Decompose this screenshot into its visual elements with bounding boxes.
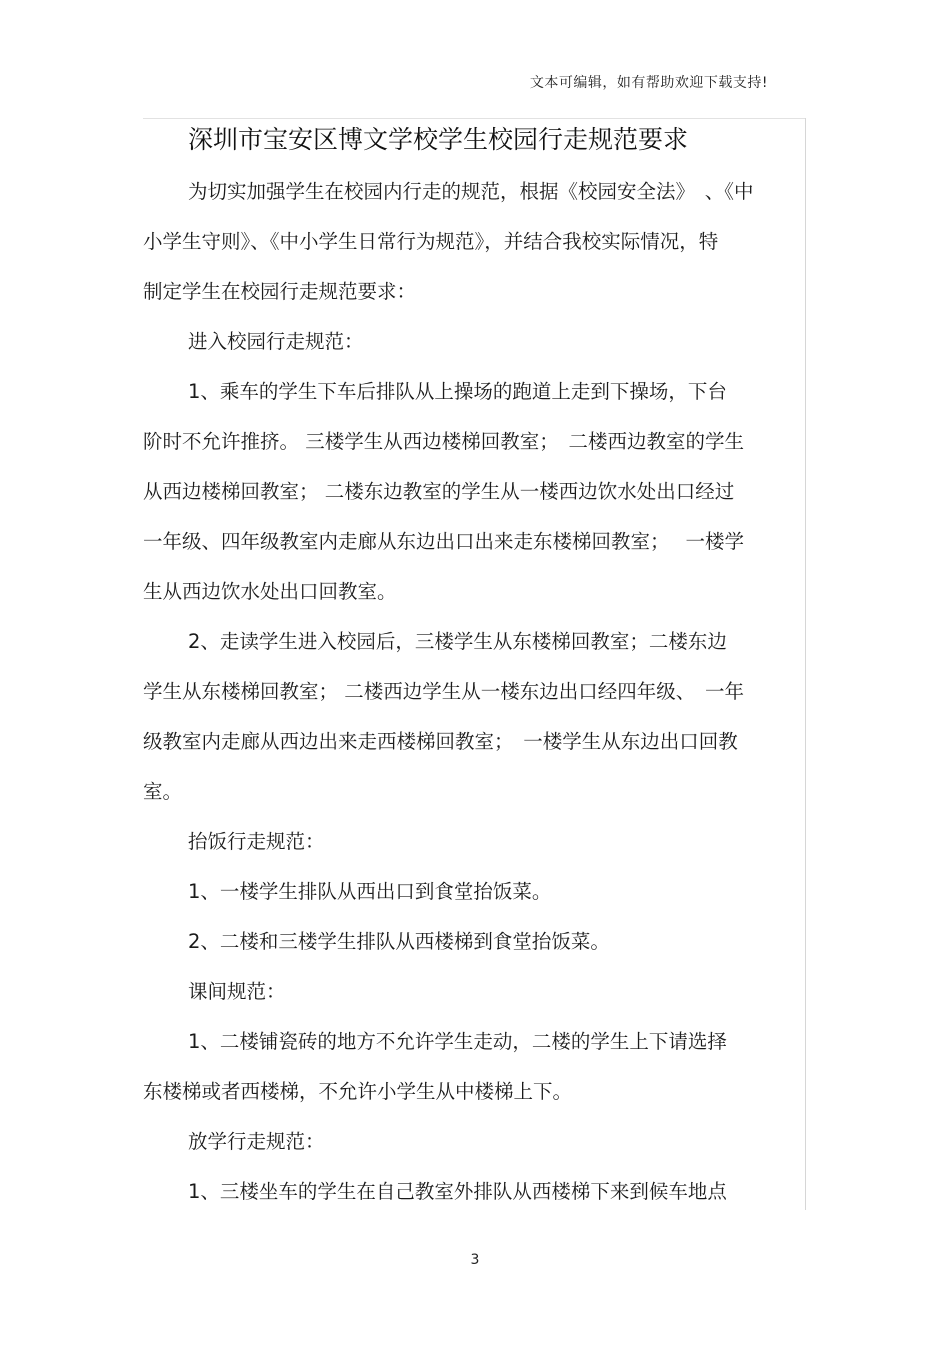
paragraph-line: 1、一楼学生排队从西出口到食堂抬饭菜。 <box>188 880 552 903</box>
section-heading: 抬饭行走规范： <box>188 830 325 853</box>
paragraph-line: 1、乘车的学生下车后排队从上操场的跑道上走到下操场，下台 <box>188 380 727 403</box>
paragraph-line: 1、三楼坐车的学生在自己教室外排队从西楼梯下来到候车地点 <box>188 1180 727 1203</box>
section-heading: 放学行走规范： <box>188 1130 325 1153</box>
page-frame-right-border <box>805 118 806 1210</box>
paragraph-line: 小学生守则》、《中小学生日常行为规范》，并结合我校实际情况，特 <box>143 230 719 253</box>
paragraph-line: 级教室内走廊从西边出来走西楼梯回教室； 一楼学生从东边出口回教 <box>143 730 738 753</box>
paragraph-line: 制定学生在校园行走规范要求： <box>143 280 417 303</box>
paragraph-line: 阶时不允许推挤。 三楼学生从西边楼梯回教室； 二楼西边教室的学生 <box>143 430 744 453</box>
paragraph-line: 室。 <box>143 780 183 803</box>
paragraph-line: 2、二楼和三楼学生排队从西楼梯到食堂抬饭菜。 <box>188 930 610 953</box>
paragraph-line: 生从西边饮水处出口回教室。 <box>143 580 397 603</box>
paragraph-line: 1、二楼铺瓷砖的地方不允许学生走动，二楼的学生上下请选择 <box>188 1030 727 1053</box>
section-heading: 课间规范： <box>188 980 286 1003</box>
paragraph-line: 东楼梯或者西楼梯，不允许小学生从中楼梯上下。 <box>143 1080 573 1103</box>
page-number: 3 <box>470 1252 480 1268</box>
document-title: 深圳市宝安区博文学校学生校园行走规范要求 <box>188 125 689 154</box>
paragraph-line: 2、走读学生进入校园后，三楼学生从东楼梯回教室；二楼东边 <box>188 630 727 653</box>
header-note: 文本可编辑，如有帮助欢迎下载支持! <box>529 75 768 91</box>
paragraph-line: 为切实加强学生在校园内行走的规范，根据《校园安全法》 、《中 <box>188 180 754 203</box>
paragraph-line: 从西边楼梯回教室； 二楼东边教室的学生从一楼西边饮水处出口经过 <box>143 480 735 503</box>
section-heading: 进入校园行走规范： <box>188 330 364 353</box>
paragraph-line: 一年级、四年级教室内走廊从东边出口出来走东楼梯回教室； 一楼学 <box>143 530 744 553</box>
page-frame-top-border <box>143 118 806 119</box>
paragraph-line: 学生从东楼梯回教室； 二楼西边学生从一楼东边出口经四年级、 一年 <box>143 680 744 703</box>
